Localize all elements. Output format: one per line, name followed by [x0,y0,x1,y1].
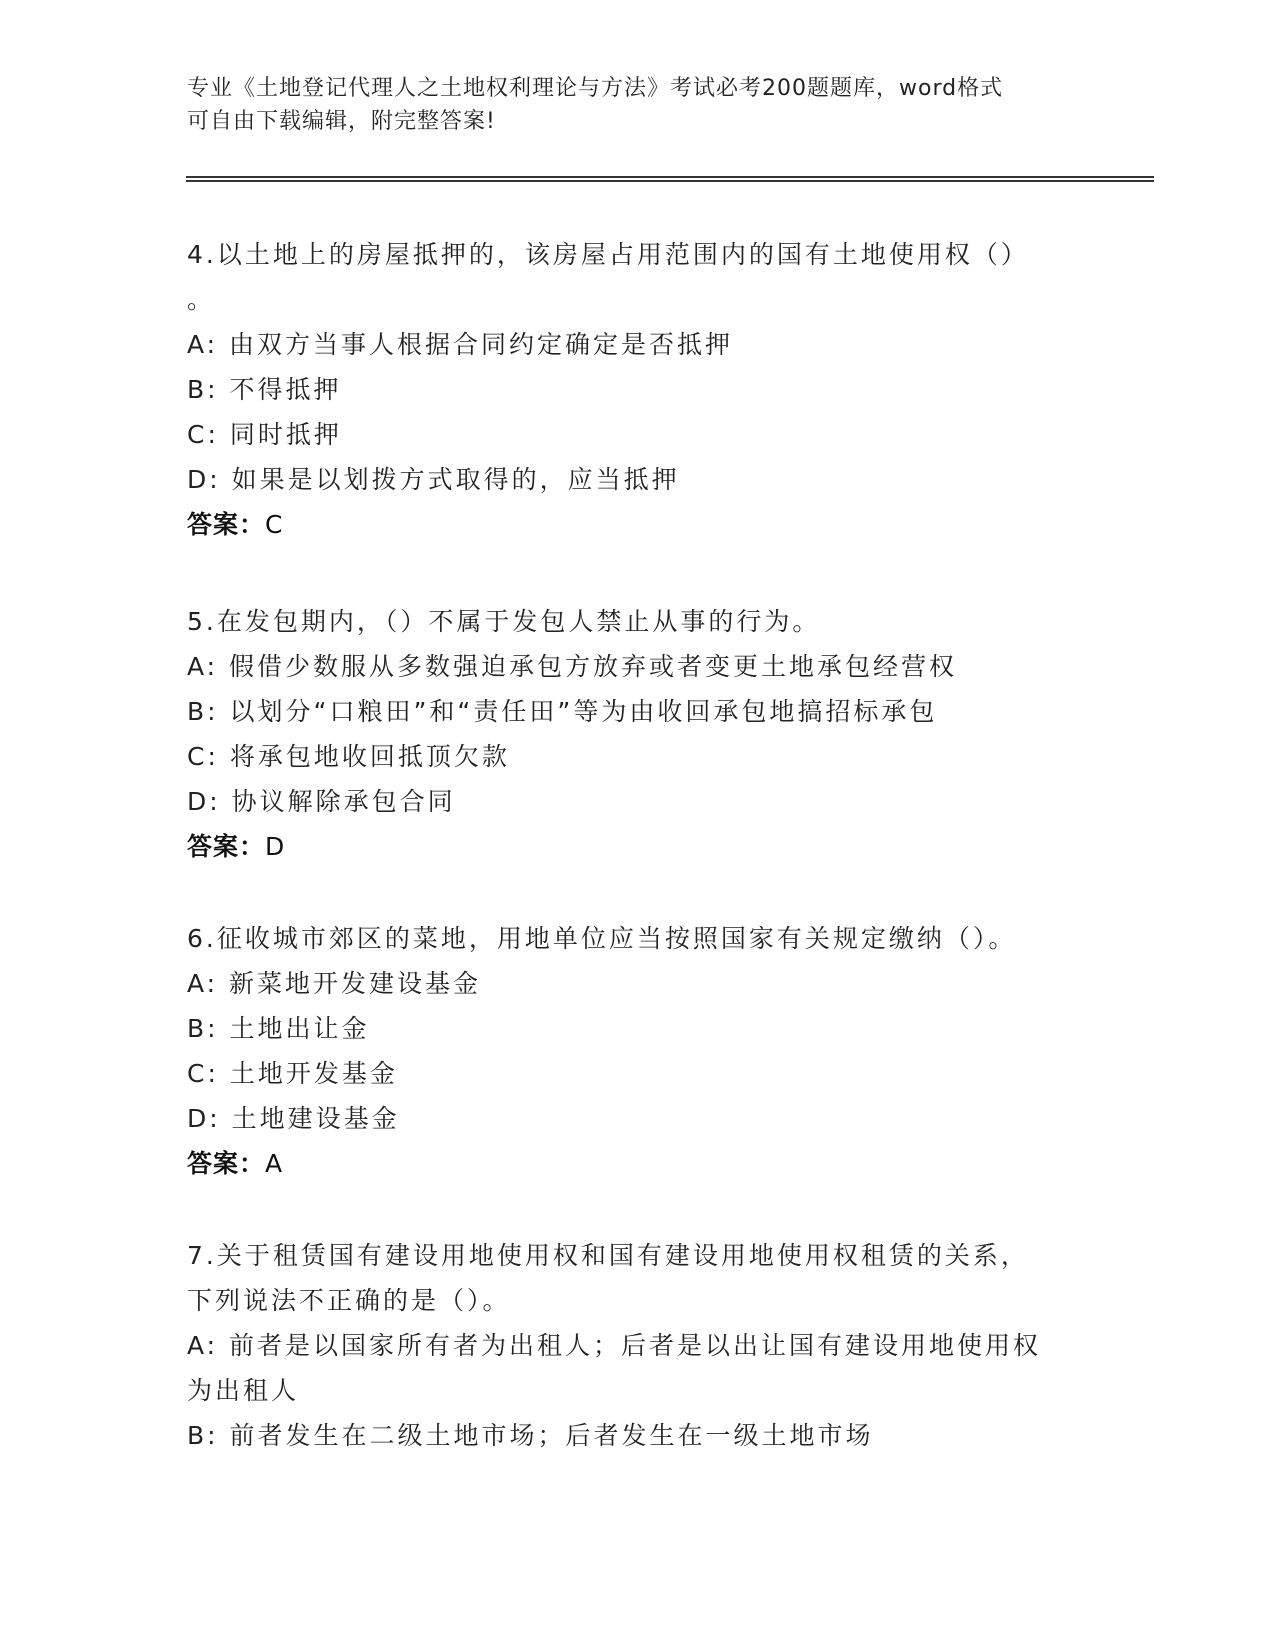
option-c: C: 将承包地收回抵顶欠款 [187,742,510,771]
header-title-line-1: 专业《土地登记代理人之土地权利理论与方法》考试必考200题题库，word格式 [187,76,1004,101]
option-d: D: 协议解除承包合同 [187,787,456,816]
header-title-line-2: 可自由下载编辑，附完整答案! [187,109,496,134]
document-header [187,72,1087,138]
question-5 [187,599,1087,869]
option-a: A: 新菜地开发建设基金 [187,969,482,998]
question-stem: 4.以土地上的房屋抵押的，该房屋占用范围内的国有土地使用权（） [187,240,1029,269]
header-double-rule [186,176,1154,182]
question-7 [187,1233,1087,1458]
answer-value: A [265,1149,284,1178]
question-4 [187,232,1087,547]
option-b: B: 土地出让金 [187,1014,370,1043]
option-d: D: 土地建设基金 [187,1104,400,1133]
question-stem: 6.征收城市郊区的菜地，用地单位应当按照国家有关规定缴纳（）。 [187,924,1017,953]
answer [187,824,1087,869]
question-stem-continued: 。 [187,285,216,314]
answer [187,1141,1087,1186]
answer-label: 答案： [187,1149,266,1178]
option-d: D: 如果是以划拨方式取得的，应当抵押 [187,465,680,494]
answer-value: C [265,510,284,539]
option-c: C: 土地开发基金 [187,1059,398,1088]
question-stem-continued: 下列说法不正确的是（）。 [187,1286,511,1315]
option-a: A: 由双方当事人根据合同约定确定是否抵押 [187,330,734,359]
answer-label: 答案： [187,510,266,539]
answer-value: D [265,832,286,861]
option-a: A: 前者是以国家所有者为出租人；后者是以出让国有建设用地使用权 [187,1331,1042,1360]
option-b: B: 不得抵押 [187,375,342,404]
question-6 [187,916,1087,1186]
option-b: B: 以划分“口粮田”和“责任田”等为由收回承包地搞招标承包 [187,697,938,726]
option-a-continued: 为出租人 [187,1376,300,1405]
option-a: A: 假借少数服从多数强迫承包方放弃或者变更土地承包经营权 [187,652,958,681]
answer [187,502,1087,547]
option-b: B: 前者发生在二级土地市场；后者发生在一级土地市场 [187,1421,874,1450]
answer-label: 答案： [187,832,266,861]
option-c: C: 同时抵押 [187,420,342,449]
question-stem: 7.关于租赁国有建设用地使用权和国有建设用地使用权租赁的关系， [187,1241,1029,1270]
question-stem: 5.在发包期内，（）不属于发包人禁止从事的行为。 [187,607,821,636]
